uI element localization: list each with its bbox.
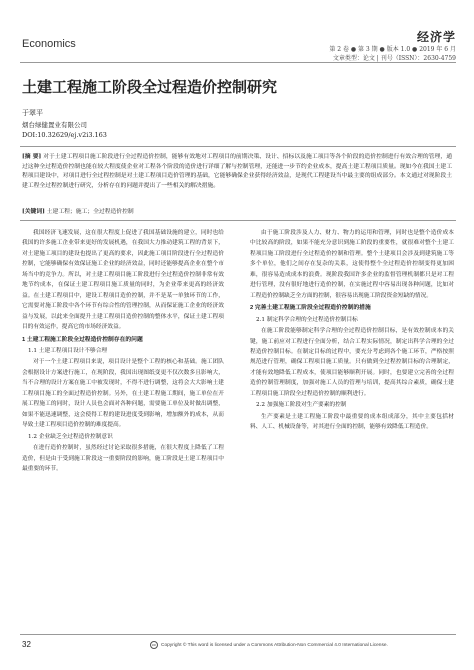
body-paragraph: 生产要素是土建工程施工阶段中最重要的成本组成部分，其中主要包括材料、人工、机械设备等，对其进行全面的控制，能够有效降低工程造价。	[250, 413, 454, 431]
intro-paragraph: 我国经济飞速发展，这在很大程度上促进了我国基础设施的建立，同时也给我国的许多施工企业带来更好的发展机遇，在我国大力推动建筑工程的背景下，对土建施工项目的建设也提出了更高的要求，因此施工项目阶段进行全过程造价控制，它能够确保有效保证施工企业的经济效益，同时还能够提高企业在整个市场当中的竞争力。所以，对土建工程项目施工阶段进行全过程造价控制非常有效地节约成本，在保证土建工程项目施工质量的同时，为企业带来更高的经济效益。在土建工程项目中，建设工程项目造价控制，并不是某一单独环节的工作，它需要对施工阶段中各个环节有综合性的管理控制，从而保证施工企业的经济效益与发展，以此来全面提升土建工程项目造价控制的整体水平，保证土建工程项目的有效运作，提高它的市场经济效益。	[22, 230, 224, 331]
subsection-heading-2-2: 2.2 加强施工阶段对生产要素的控制	[256, 402, 347, 409]
copyright-text: Copyright © This word is licensed under a Commons Attribution-Non Commercial 4.0 International License.	[161, 642, 388, 648]
abstract	[22, 153, 452, 191]
page-title: 土建工程施工阶段全过程造价控制研究	[22, 78, 278, 96]
subsection-heading-1-1: 1.1 土建工程项目设计不够合理	[28, 347, 108, 354]
issue-info: 第 2 卷 ● 第 3 期 ● 版本 1.0 ● 2019 年 6 月	[329, 46, 456, 53]
author-name: 于翠平	[22, 109, 43, 117]
abstract-text: 对于土建工程项目施工阶段进行全过程造价控制，能够有效地对工程项目的前期决策、设计、招标以及施工项目等各个阶段的造价控制进行有效合理的管理，通过这种全过程造价控制也能在较大程度使企业对工程各个阶段的造价进行详细了解与控制管理，还能进一步节约企业成本，提高土建工程项目质量。现如今在我国土建工程项目建设中，对项目进行全过程控制是对土建工程项目造价管理的基础，它能够确保企业获得经济效益，是现代工程建设当中最主要的组成部分。本文通过对现阶段土建工程全过程控制进行研究，分析存在的问题并提出了一些相关的解决措施。	[22, 154, 452, 189]
keywords-text: 土建工程；施工；全过程造价控制	[46, 209, 134, 215]
section-label: Economics	[22, 38, 76, 50]
keywords-label: [关键词]	[22, 209, 45, 215]
journal-header	[329, 28, 456, 63]
doi-link[interactable]: DOI:10.32629/ej.v2i3.163	[22, 131, 107, 139]
body-paragraph: 在进行造价控制时，虽然经过讨论采取很多措施，在很大程度上降低了工程造价，但是由于受到施工阶段这一重要阶段的影响，施工阶段是土建工程项目中最重要的环节。	[22, 445, 224, 472]
section-heading-1: 1 土建工程施工阶段全过程造价控制存在的问题	[22, 336, 143, 343]
footer-divider	[20, 634, 456, 635]
section-heading-2: 2 完善土建工程施工阶段全过程造价控制的措施	[250, 305, 371, 312]
keywords	[22, 206, 452, 215]
page-number: 32	[22, 640, 31, 649]
body-paragraph: 在施工阶段能够制定科学合理的全过程造价控制目标，是有效控制成本的关键，施工前应对工程进行全面分析，结合工程实际情况，制定出科学合理的全过程造价控制目标。在制定目标的过程中，要充分考虑到各个施工环节，严格按照规范进行管理，确保工程项目施工质量。只有做到全过程控制目标的合理制定，才能有效地降低工程成本，使项目能够顺利开展。同时，也要建立完善的全过程造价控制管理制度，加强对施工人员的管理与培训，提高其综合素质，确保土建工程项目施工阶段全过程造价控制的顺利进行。	[250, 328, 454, 397]
copyright-notice	[150, 641, 456, 649]
subsection-heading-2-1: 2.1 制定科学合理的全过程造价控制目标	[256, 316, 358, 323]
body-paragraph: 由于施工阶段涉及人力、财力、物力的运用和管理，同时也是整个造价成本中比较高的阶段，如果不能充分意识到施工阶段的重要性，就很难对整个土建工程项目施工阶段进行全过程造价控制和管理。整个土建项目会涉及到建筑施工等多个单位，他们之间存在复杂的关系，这使得整个全过程造价控制变得更加困难，很容易造成成本的浪费。现阶段我国许多企业的监督管理机制都只是对工程进行管理，没有很好地进行造价控制，在实施过程中容易出现各种问题，比如对工程造价控制缺乏全方面的控制，很容易出现施工阶段资金短缺的情况。	[250, 230, 454, 299]
article-info: 文章类型：论文 | 刊号（ISSN）：2630-4759	[332, 55, 456, 62]
header-divider	[20, 62, 456, 63]
right-column	[250, 228, 454, 433]
left-column	[22, 228, 224, 474]
subsection-heading-1-2: 1.2 企业缺乏全过程造价控制意识	[28, 433, 113, 440]
body-paragraph: 对于一个土建工程项目来说，项目设计是整个工程的核心和基础。施工团队会根据设计方案进行施工，在现阶段，我国出现图纸变更不仅次数多且影响大，当不合理的设计方案在施工中被发现时，不得不进行调整，这将会大大影响土建工程项目施工的全面过程造价控制。另外，在土建工程施工期间，施工单位在开展工程施工的同时，设计人员也会面对各种问题，需要施工单位及时做出调整，如果不能迅速调整，这会使得工程的建设进度受到影响，增加额外的成本，从而导致土建工程项目造价控制的难度提高。	[22, 359, 224, 429]
abstract-label: [摘 要]	[22, 154, 42, 160]
creative-commons-icon: cc	[152, 642, 156, 647]
abstract-bottom-divider	[20, 220, 456, 221]
abstract-top-divider	[20, 146, 456, 147]
journal-name: 经济学	[416, 30, 456, 44]
author-affiliation: 烟台绿健置业有限公司	[22, 121, 87, 129]
